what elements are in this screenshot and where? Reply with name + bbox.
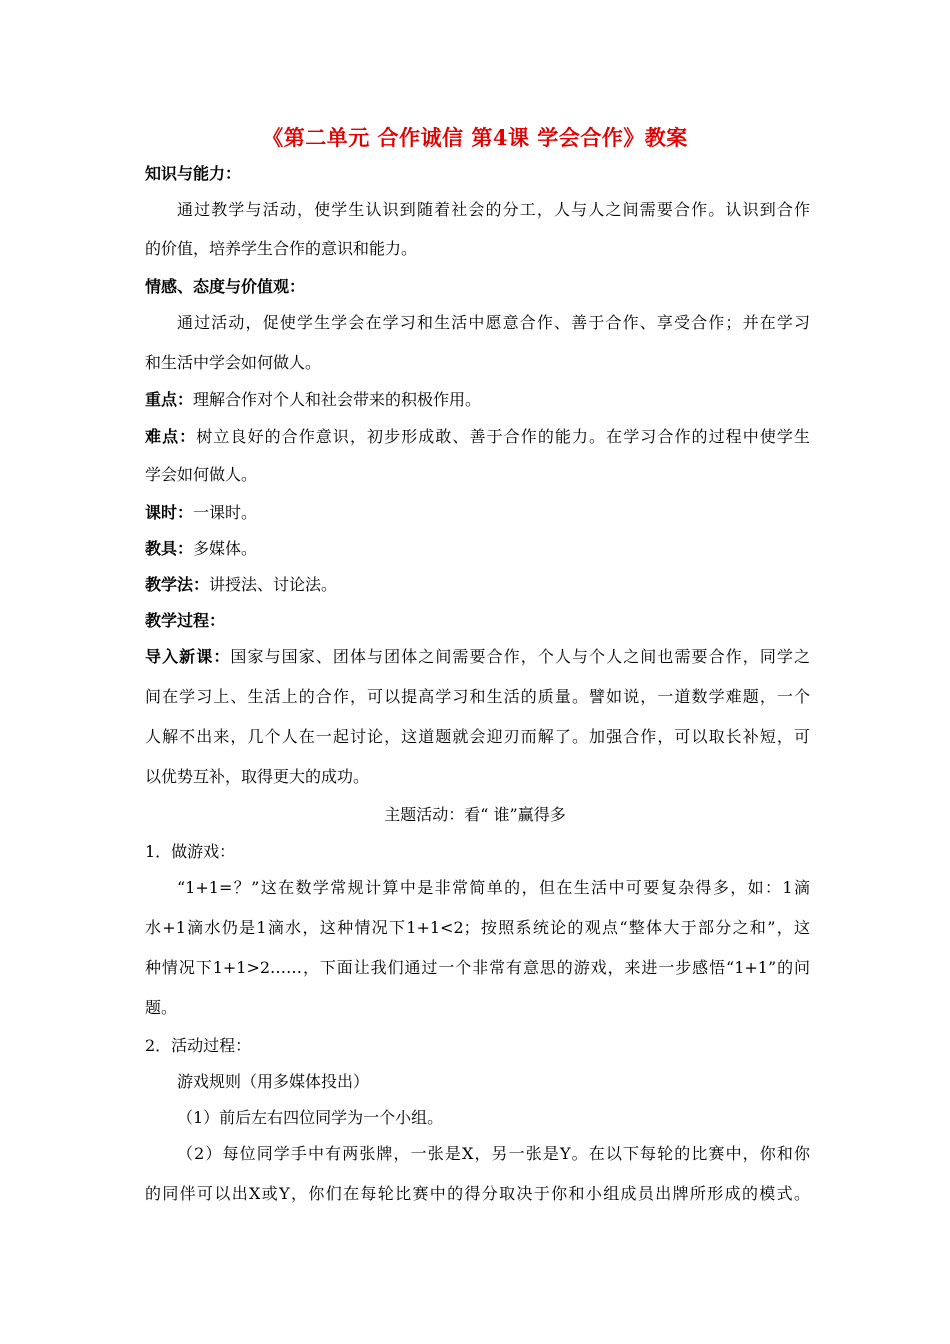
game-heading: 1．做游戏：	[145, 842, 236, 861]
intro-line-1	[145, 646, 810, 668]
key-point-text: 理解合作对个人和社会带来的积极作用。	[193, 390, 482, 409]
process-heading: 教学过程：	[145, 611, 226, 630]
teaching-method-label: 教学法：	[145, 575, 210, 594]
difficulty-line-1	[145, 426, 810, 448]
teaching-tools	[145, 538, 810, 560]
emotion-line-1: 通过活动，促使学生学会在学习和生活中愿意合作、善于合作、享受合作；并在学习	[177, 313, 810, 332]
difficulty-line-2: 学会如何做人。	[145, 465, 258, 484]
intro-line-2: 间在学习上、生活上的合作，可以提高学习和生活的质量。譬如说，一道数学难题，一个	[145, 687, 810, 706]
teaching-method	[145, 574, 810, 596]
knowledge-heading: 知识与能力：	[145, 164, 242, 183]
intro-label: 导入新课：	[145, 647, 231, 666]
game-line-2: 水+1滴水仍是1滴水，这种情况下1+1<2；按照系统论的观点“整体大于部分之和”，这	[145, 918, 810, 937]
key-point	[145, 389, 810, 411]
emotion-heading: 情感、态度与价值观：	[145, 277, 306, 296]
emotion-line-2: 和生活中学会如何做人。	[145, 353, 322, 372]
rule-1: （1）前后左右四位同学为一个小组。	[177, 1108, 444, 1127]
teaching-method-text: 讲授法、讨论法。	[209, 575, 338, 594]
activity-theme: 主题活动：看“ 谁”赢得多	[384, 805, 566, 824]
game-line-1: “1+1=？”这在数学常规计算中是非常简单的，但在生活中可要复杂得多，如：1滴	[177, 878, 810, 897]
game-line-3: 种情况下1+1>2……，下面让我们通过一个非常有意思的游戏，来进一步感悟“1+1”的问	[145, 958, 810, 977]
difficulty-text-1: 树立良好的合作意识，初步形成敢、善于合作的能力。在学习合作的过程中使学生	[196, 427, 810, 446]
key-point-label: 重点：	[145, 390, 194, 409]
game-line-4: 题。	[145, 998, 178, 1017]
knowledge-line-2: 的价值，培养学生合作的意识和能力。	[145, 239, 418, 258]
difficulty-label: 难点：	[145, 427, 197, 446]
teaching-tools-text: 多媒体。	[193, 539, 258, 558]
class-hours-label: 课时：	[145, 503, 194, 522]
teaching-tools-label: 教具：	[145, 539, 194, 558]
intro-text-1: 国家与国家、团体与团体之间需要合作，个人与个人之间也需要合作，同学之	[230, 647, 810, 666]
activity-process-heading: 2．活动过程：	[145, 1036, 252, 1055]
class-hours	[145, 502, 810, 524]
rule-2-line-2: 的同伴可以出X或Y，你们在每轮比赛中的得分取决于你和小组成员出牌所形成的模式。	[145, 1184, 810, 1203]
intro-line-4: 以优势互补，取得更大的成功。	[145, 767, 370, 786]
rule-2-line-1: （2）每位同学手中有两张牌，一张是X，另一张是Y。在以下每轮的比赛中，你和你	[177, 1144, 810, 1163]
intro-line-3: 人解不出来，几个人在一起讨论，这道题就会迎刃而解了。加强合作，可以取长补短，可	[145, 727, 810, 746]
class-hours-text: 一课时。	[193, 503, 258, 522]
knowledge-line-1: 通过教学与活动，使学生认识到随着社会的分工，人与人之间需要合作。认识到合作	[177, 200, 810, 219]
page-title: 《第二单元 合作诚信 第4课 学会合作》教案	[262, 125, 688, 150]
rules-heading: 游戏规则（用多媒体投出）	[177, 1072, 370, 1091]
